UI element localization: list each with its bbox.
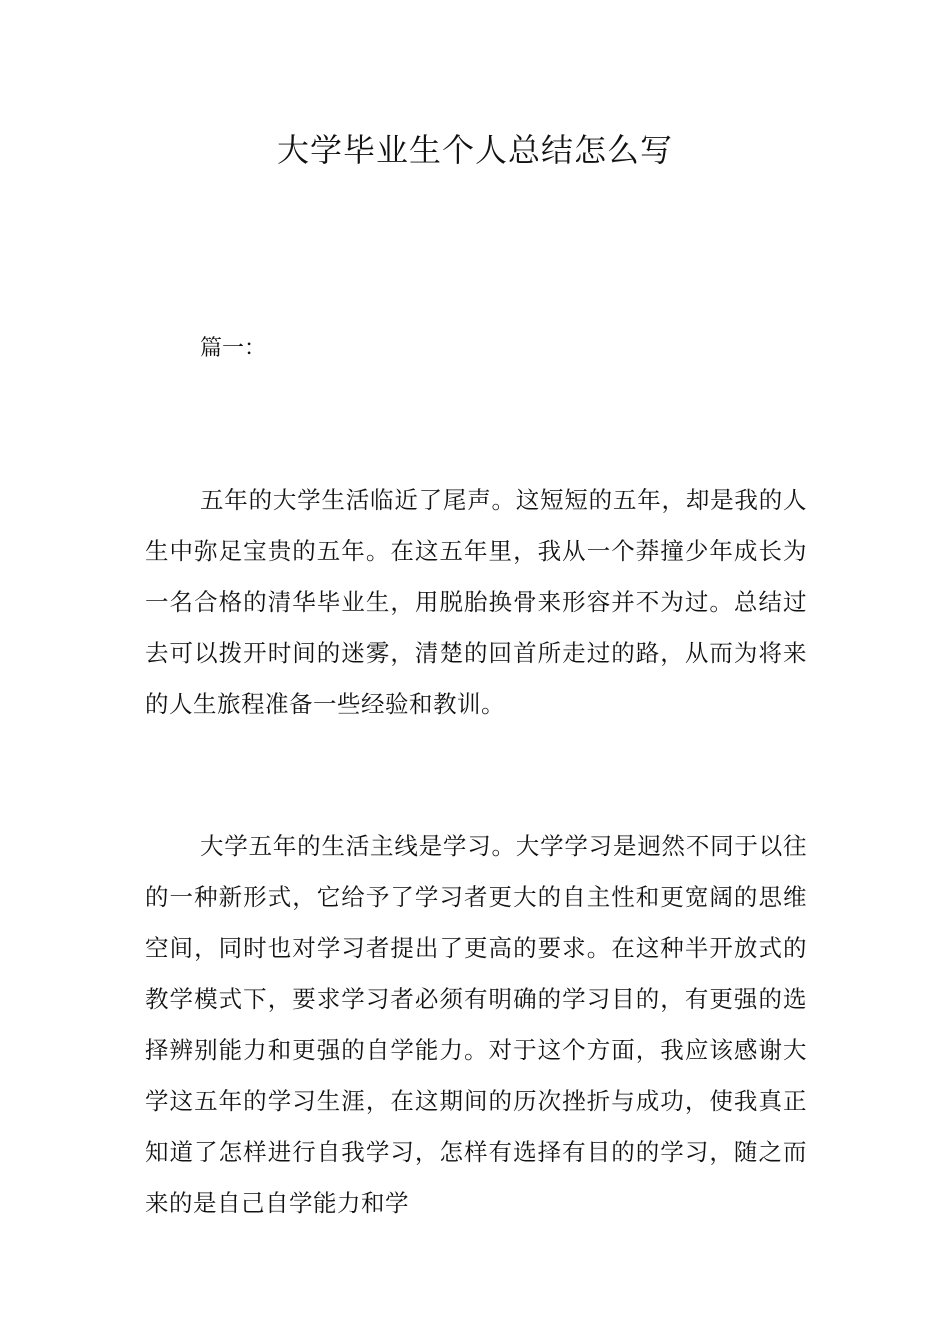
document-title: 大学毕业生个人总结怎么写 [276,131,673,169]
section-label: 篇一： [200,336,267,361]
body-paragraph: 大学五年的生活主线是学习。大学学习是迥然不同于以往的一种新形式，它给予了学习者更大的自主性和更宽阔的思维空间，同时也对学习者提出了更高的要求。在这种半开放式的教学模式下，要求学习者必须有明确的学习目的，有更强的选择辨别能力和更强的自学能力。对于这个方面，我应该感谢大学这五年的学习生涯，在这期间的历次挫折与成功，使我真正知道了怎样进行自我学习，怎样有选择有目的的学习，随之而来的是自己自学能力和学 [145,832,807,1217]
body-paragraph: 五年的大学生活临近了尾声。这短短的五年，却是我的人生中弥足宝贵的五年。在这五年里，我从一个莽撞少年成长为一名合格的清华毕业生，用脱胎换骨来形容并不为过。总结过去可以拨开时间的迷雾，清楚的回首所走过的路，从而为将来的人生旅程准备一些经验和教训。 [145,486,807,718]
